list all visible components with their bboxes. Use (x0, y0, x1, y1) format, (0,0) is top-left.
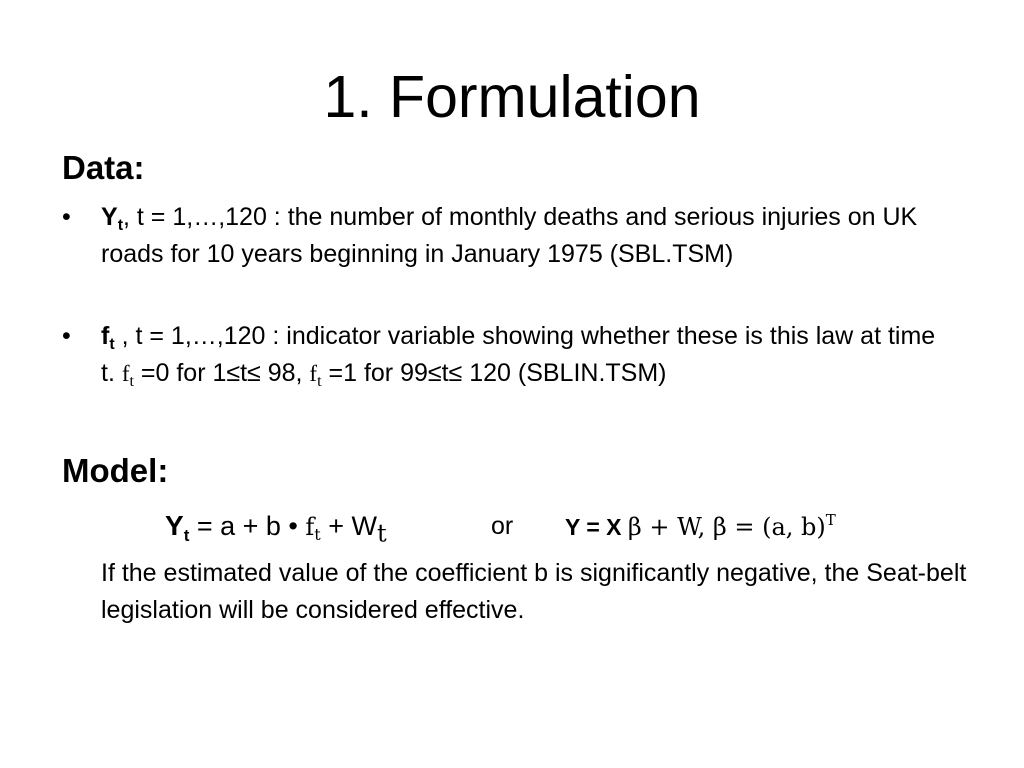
matrix-rhs: β + W, β = (a, b)$^T$ (627, 511, 836, 541)
variable-subscript: t (117, 217, 124, 234)
model-equation (0, 503, 1024, 553)
condition-ft-one-text: =1 for 99≤t≤ 120 (321, 359, 511, 387)
matrix-lhs: Y = X (565, 514, 628, 540)
equation-terms: = a + b • (189, 511, 306, 541)
variable-subscript: t (109, 336, 115, 353)
bullet-body (101, 199, 951, 273)
file-reference: (SBLIN.TSM) (510, 359, 667, 387)
equation-or: or (491, 512, 514, 540)
equation-f-term: $f_t$ (305, 513, 321, 544)
condition-ft-zero: $f_t$ (121, 361, 134, 390)
condition-ft-one: $f_t$ (309, 361, 322, 390)
bullet-marker: • (62, 203, 71, 231)
model-heading: Model: (62, 452, 169, 489)
model-conclusion: If the estimated value of the coefficient b is significantly negative, the Seat-belt legislation will be considered effective. (101, 559, 967, 624)
equation-plus: + (320, 511, 352, 541)
data-heading: Data: (62, 149, 145, 186)
variable-y: $Y_t$ (101, 203, 124, 234)
bullet-text: , t = 1,…,120 : indicator variable showing whether these is this law at time t. (101, 322, 936, 387)
scalar-equation (165, 503, 387, 556)
bullet-marker: • (62, 322, 71, 350)
variable-f: $f_t$ (101, 322, 115, 353)
equation-w-term: $W_t$ (351, 511, 387, 548)
matrix-equation (565, 503, 836, 550)
equation-lhs: $Y_t$ (165, 510, 190, 545)
condition-ft-zero-text: =0 for 1≤t≤ 98, (133, 359, 310, 387)
bullet-body (101, 318, 951, 392)
slide-title: 1. Formulation (323, 64, 701, 130)
bullet-text: , t = 1,…,120 : the number of monthly deaths and serious injuries on UK roads for 10 years beginning in January 1975 (SBL.TSM) (101, 203, 918, 268)
